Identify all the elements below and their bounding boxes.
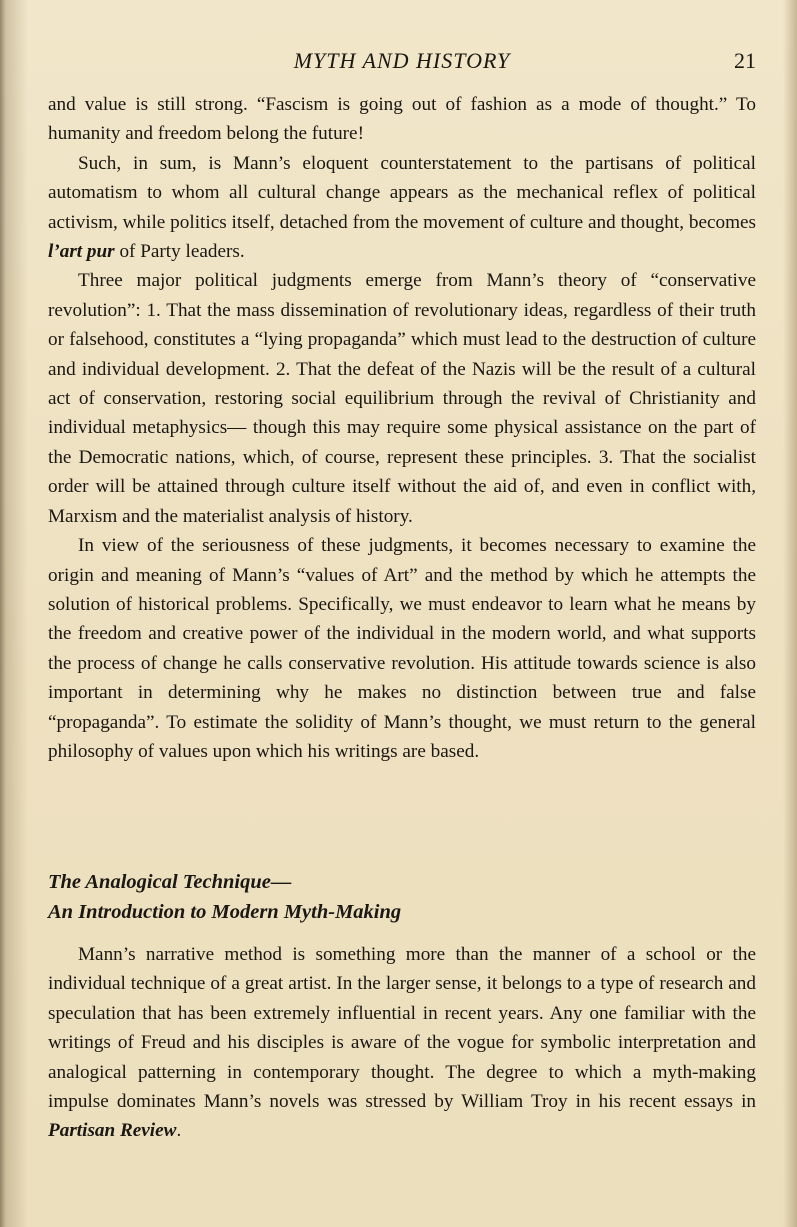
page-number: 21 xyxy=(734,48,756,73)
running-head xyxy=(48,48,756,82)
section-heading xyxy=(48,867,756,927)
paragraph-3: Three major political judgments emerge from Mann’s theory of “conservative revolution”: 1. That the mass dissemination of revolutionary ideas, regardless of their truth or falsehood, constitutes a “lying propaganda” which must lead to the destruction of culture and individual development. 2. That the defeat of the Nazis will be the result of a cultural act of conservation, restoring social equilibrium through the revival of Christianity and individual metaphysics— though this may require some physical assistance on the part of the Democratic nations, which, of course, represent these principles. 3. That the socialist order will be attained through culture itself without the aid of, and even in conflict with, Marxism and the materialist analysis of history. xyxy=(48,270,756,527)
paragraph-5-text: Mann’s narrative method is something more than the manner of a school or the individual technique of a great artist. In the larger sense, it belongs to a type of research and speculation that has been extremely influential in recent years. Any one familiar with the writings of Freud and his disciples is aware of the vogue for symbolic interpretation and analogical patterning in contemporary thought. The degree to which a myth-making impulse dominates Mann’s novels was stressed by William Troy in his recent essays in xyxy=(48,944,756,1113)
paragraph-2-text: Such, in sum, is Mann’s eloquent counterstatement to the partisans of political automatism to whom all cultural change appears as the mechanical reflex of political activism, while politics itself, detached from the movement of culture and thought, becomes xyxy=(48,152,756,233)
section-heading-line-2: An Introduction to Modern Myth-Making xyxy=(48,901,402,923)
body-text xyxy=(48,90,756,766)
paragraph-1: and value is still strong. “Fascism is going out of fashion as a mode of thought.” To humanity and freedom belong the future! xyxy=(48,94,756,145)
paragraph-5-tail: . xyxy=(176,1120,182,1142)
section-heading-line-1: The Analogical Technique— xyxy=(48,871,292,893)
paragraph-4: In view of the seriousness of these judgments, it becomes necessary to examine the origin and meaning of Mann’s “values of Art” and the method by which he attempts the solution of historical problems. Specifically, we must endeavor to learn what he means by the freedom and creative power of the individual in the modern world, and what supports the process of change he calls conservative revolution. His attitude towards science is also important in determining why he makes no distinction between true and false “propaganda”. To estimate the solidity of Mann’s thought, we must return to the general philosophy of values upon which his writings are based. xyxy=(48,535,756,762)
paragraph-5 xyxy=(48,940,756,1146)
paragraph-5-italic: Partisan Review xyxy=(48,1120,177,1142)
paragraph-2-tail: of Party leaders. xyxy=(114,241,245,263)
running-title: MYTH AND HISTORY xyxy=(293,48,511,73)
section-body-text xyxy=(48,940,756,1146)
paragraph-2-italic: l’art pur xyxy=(48,241,115,263)
paragraph-2 xyxy=(48,149,756,267)
